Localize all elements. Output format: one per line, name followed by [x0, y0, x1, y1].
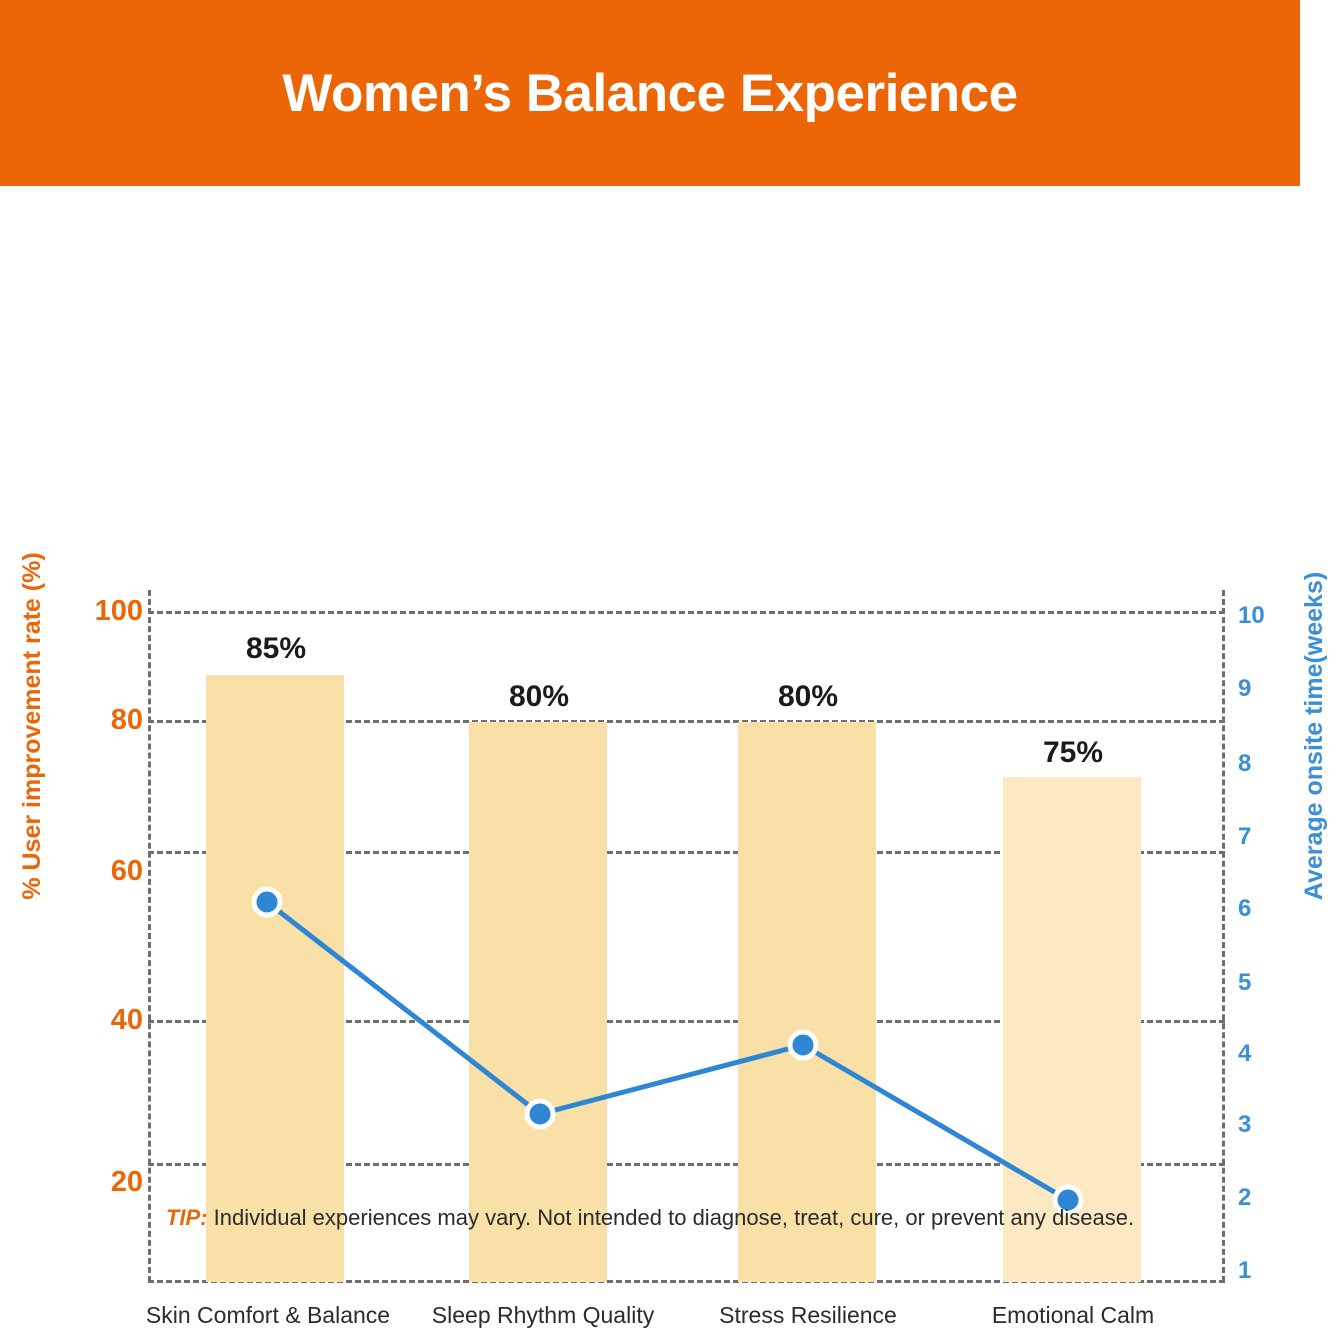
left-axis-title: % User improvement rate (%) [18, 552, 46, 900]
line-point-skin-comfort-balance [254, 889, 280, 915]
right-ytick-10: 10 [1238, 602, 1265, 629]
category-label-2: Stress Resilience [719, 1302, 897, 1328]
line-point-stress-resilience [790, 1032, 816, 1058]
right-ytick-9: 9 [1238, 675, 1252, 702]
right-axis-title: Average onsite time(weeks) [1300, 571, 1328, 901]
bar-value-label-2: 80% [777, 680, 839, 713]
footer-tip [0, 1205, 1300, 1231]
category-label-1: Sleep Rhythm Quality [431, 1302, 655, 1328]
left-ytick-80: 80 [110, 704, 143, 736]
right-ytick-8: 8 [1238, 750, 1252, 777]
line-series-overlay [148, 590, 1225, 1282]
plot-area [94, 590, 1265, 1328]
left-ytick-60: 60 [110, 855, 143, 887]
page-title: Women’s Balance Experience [282, 63, 1018, 123]
right-ytick-3: 3 [1238, 1111, 1252, 1138]
left-ytick-20: 20 [110, 1166, 143, 1198]
line-series-path [267, 902, 1068, 1200]
category-label-3: Emotional Calm [991, 1302, 1155, 1328]
page-header [0, 0, 1300, 186]
right-ytick-6: 6 [1238, 895, 1252, 922]
left-ytick-100: 100 [94, 595, 143, 627]
bar-value-label-0: 85% [245, 632, 307, 665]
category-label-0: Skin Comfort & Balance [145, 1302, 391, 1328]
left-ytick-40: 40 [110, 1004, 143, 1036]
line-point-sleep-rhythm-quality [527, 1101, 553, 1127]
tip-text: Individual experiences may vary. Not intended to diagnose, treat, cure, or prevent any disease. [213, 1205, 1135, 1230]
tip-label: TIP: [165, 1205, 208, 1230]
right-ytick-5: 5 [1238, 969, 1252, 996]
right-ytick-1: 1 [1238, 1257, 1252, 1284]
right-ytick-2: 2 [1238, 1184, 1252, 1211]
right-ytick-7: 7 [1238, 823, 1252, 850]
right-ytick-4: 4 [1238, 1040, 1252, 1067]
bar-value-label-3: 75% [1042, 736, 1104, 769]
bar-value-label-1: 80% [508, 680, 570, 713]
